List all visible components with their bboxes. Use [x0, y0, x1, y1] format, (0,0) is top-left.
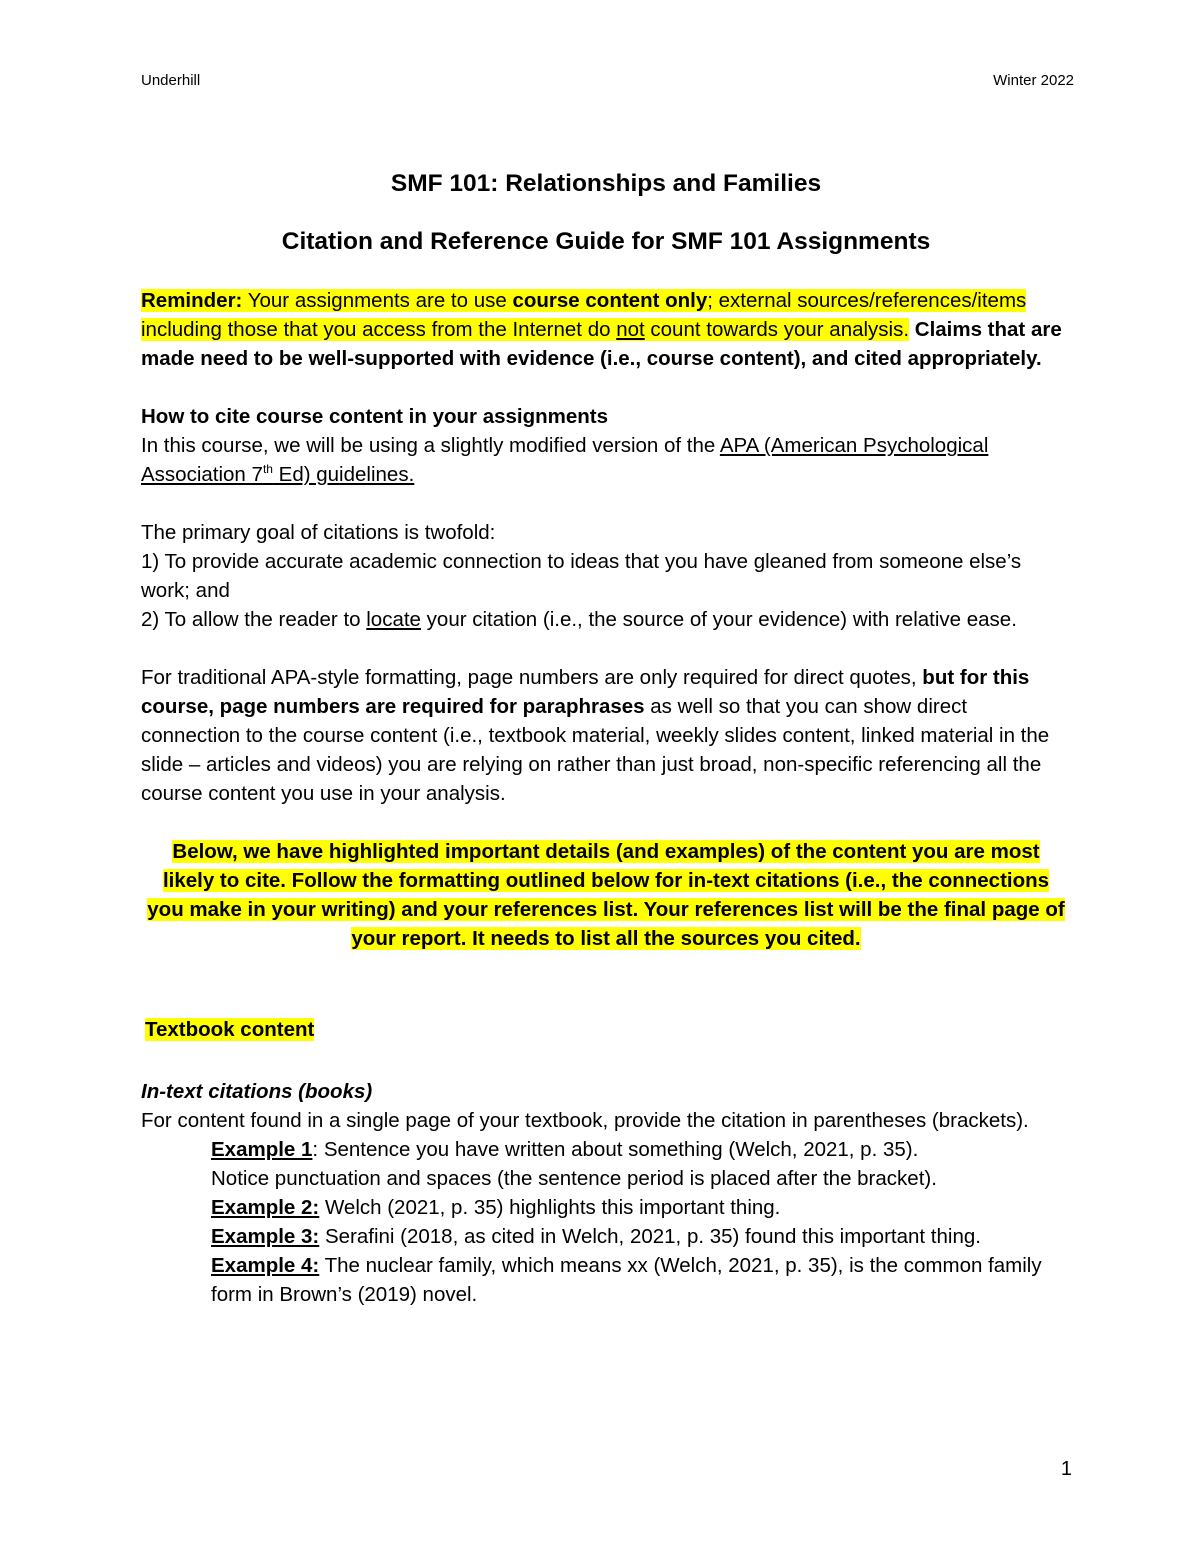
example-4-label: Example 4: [211, 1254, 320, 1277]
formatting-paragraph [141, 663, 1071, 808]
header-term: Winter 2022 [993, 72, 1074, 89]
notice-line-2: likely to cite. Follow the formatting outlined below for in-text citations (i.e., the connections [162, 869, 1050, 892]
notice-line-3: you make in your writing) and your references list. Your references list will be the final page of [147, 898, 1065, 921]
notice-line-4: your report. It needs to list all the sources you cited. [351, 927, 861, 950]
apa-link-text-2: Ed) guidelines. [272, 463, 415, 486]
example-1-sep: : [312, 1138, 319, 1161]
goal-intro: The primary goal of citations is twofold: [141, 521, 496, 544]
example-1-note: Notice punctuation and spaces (the sentence period is placed after the bracket). [211, 1167, 937, 1190]
example-3-text: Serafini (2018, as cited in Welch, 2021, p. 35) found this important thing. [319, 1225, 981, 1248]
document-body [141, 168, 1071, 1309]
goal-item-2-text-b: your citation (i.e., the source of your evidence) with relative ease. [420, 608, 1017, 631]
reminder-label: Reminder: [141, 289, 243, 312]
goal-item-1: 1) To provide accurate academic connection to ideas that you have gleaned from someone else’s work; and [141, 550, 1022, 602]
page-number: 1 [1060, 1458, 1072, 1480]
example-1 [211, 1135, 1071, 1164]
formatting-bold: but for this course, page numbers are required for paraphrases [141, 666, 1030, 718]
formatting-text-1: For traditional APA-style formatting, page numbers are only required for direct quotes, [141, 666, 923, 689]
reminder-not: not [616, 318, 645, 341]
example-1-text: Sentence you have written about something (Welch, 2021, p. 35). [318, 1138, 919, 1161]
example-2 [211, 1193, 1071, 1222]
textbook-intro: For content found in a single page of your textbook, provide the citation in parentheses (brackets). [141, 1109, 1029, 1132]
apa-link-sup: th [262, 462, 273, 477]
formatting-text-2: as well so that you can show direct connection to the course content (i.e., textbook material, weekly slides content, linked material in the slide – articles and videos) you are relying on rather than just broad, non-specific referencing all the course content you use in your analysis. [141, 695, 1050, 805]
reminder-text-3: count towards your analysis. [644, 318, 910, 341]
example-2-label: Example 2: [211, 1196, 320, 1219]
example-4-text: The nuclear family, which means xx (Welch, 2021, p. 35), is the common family form in Brown’s (2019) novel. [211, 1254, 1042, 1306]
reminder-text-1: Your assignments are to use [242, 289, 513, 312]
reminder-paragraph [141, 286, 1071, 373]
goal-item-2-locate: locate [366, 608, 421, 631]
example-3-label: Example 3: [211, 1225, 320, 1248]
highlighted-notice [141, 837, 1071, 953]
how-to-heading: How to cite course content in your assignments [141, 405, 609, 428]
reminder-text-2: ; external sources/references/items including those that you access from the Internet do [141, 289, 1027, 341]
example-3 [211, 1222, 1071, 1251]
course-title: SMF 101: Relationships and Families [390, 170, 822, 197]
goal-item-2-text-a: 2) To allow the reader to [141, 608, 367, 631]
how-to-text: In this course, we will be using a slightly modified version of the [141, 434, 720, 457]
goal-item-2 [141, 605, 1071, 634]
reminder-course-content-only: course content only [512, 289, 708, 312]
examples-list [211, 1135, 1071, 1309]
example-2-text: Welch (2021, p. 35) highlights this important thing. [319, 1196, 781, 1219]
header-author: Underhill [141, 72, 201, 89]
example-1-label: Example 1 [211, 1138, 313, 1161]
guide-title: Citation and Reference Guide for SMF 101 Assignments [281, 228, 931, 255]
textbook-heading: Textbook content [145, 1018, 315, 1041]
apa-link-text-1: APA (American Psychological Association 7 [141, 434, 989, 486]
reminder-claims: Claims that are made need to be well-supported with evidence (i.e., course content), and cited appropriately. [141, 318, 1062, 370]
example-4 [211, 1251, 1071, 1309]
in-text-citations-subheading: In-text citations (books) [141, 1080, 373, 1103]
how-to-paragraph [141, 431, 1071, 489]
notice-line-1: Below, we have highlighted important details (and examples) of the content you are most [172, 840, 1040, 863]
